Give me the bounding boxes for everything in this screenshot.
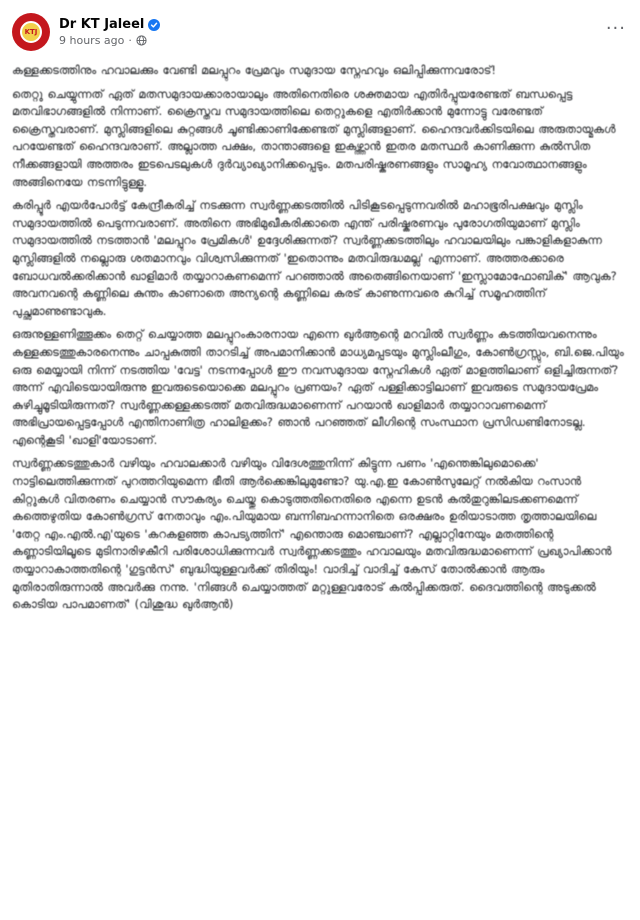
author-row: [59, 17, 160, 32]
post-paragraph: കള്ളക്കടത്തിനും ഹവാലക്കും വേണ്ടി മലപ്പുറം പ്രേമവും സമുദായ സ്നേഹവും ഒലിപ്പിക്കുന്നവരോട്!: [12, 63, 496, 77]
avatar-text: KTJ: [24, 28, 38, 36]
post-header: [12, 8, 628, 56]
checkmark-icon: [150, 21, 158, 29]
post-paragraph: ഒരുനുള്ളണിത്തൂക്കം തെറ്റ് ചെയ്യാത്ത മലപ്പുറംകാരനായ എന്നെ ഖുർആന്റെ മറവിൽ സ്വർണ്ണം കടത്തിയവനെന്നും കള്ളക്കടത്തുകാരനെന്നും ചാപ്പകുത്തി താറടിച്ച് അപമാനിക്കാൻ മാധ്യമപ്പടയും മുസ്ലിംലീഗും, കോൺഗ്രസ്സും, ബി.ജെ.പിയും ഒരു മെയ്യായി നിന്ന് നടത്തിയ 'വേട്ട' നടന്നപ്പോൾ ഈ നവസമുദായ സ്നേഹികൾ ഏത് മാളത്തിലാണ് ഒളിച്ചിരുന്നത്? അന്ന് എവിടെയായിരുന്നു ഇവരുടെയൊക്കെ മലപ്പുറം പ്രണയം? ഏത് പള്ളിക്കാട്ടിലാണ് ഇവരുടെ സമുദായപ്രേമം കുഴിച്ചുമൂടിയിരുന്നത്? സ്വർണ്ണക്കള്ളക്കടത്ത് മതവിരുദ്ധമാണെന്ന് പറയാൻ ഖാളിമാർ തയ്യാറാവണമെന്ന് അഭിപ്രായപ്പെട്ടപ്പോൾ എന്തിനാണിത്ര ഹാലിളക്കം? ഞാൻ പറഞ്ഞത് ലീഗിന്റെ സംസ്ഥാന പ്രസിഡണ്ടിനോടല്ല. എന്റെകൂടി 'ഖാളി'യോടാണ്.: [12, 327, 624, 447]
post-paragraph: കരിപ്പൂർ എയർപോർട്ട് കേന്ദ്രീകരിച്ച് നടക്കുന്ന സ്വർണ്ണക്കടത്തിൽ പിടികൂടപ്പെടുന്നവരിൽ മഹാഭൂരിപക്ഷവും മുസ്ലിം സമുദായത്തിൽ പെടുന്നവരാണ്. അതിനെ അഭിമുഖീകരിക്കാതെ എന്ത് പരിഷ്കരണവും പുരോഗതിയുമാണ് മുസ്ലിം സമുദായത്തിൽ നടത്താൻ 'മലപ്പുറം പ്രേമികൾ' ഉദ്ദേശിക്കുന്നത്? സ്വർണ്ണക്കടത്തിലും ഹവാലയിലും പങ്കാളികളാകുന്ന മുസ്ലിങ്ങളിൽ നല്ലൊരു ശതമാനവും വിശ്വസിക്കുന്നത് 'ഇതൊന്നും മതവിരുദ്ധമല്ല' എന്നാണ്. അത്തരക്കാരെ ബോധവൽക്കരിക്കാൻ ഖാളിമാർ തയ്യാറാകണമെന്ന് പറഞ്ഞാൽ അതെങ്ങിനെയാണ് 'ഇസ്ലാമോഫോബിക്' ആവുക? അവനവന്റെ കണ്ണിലെ കുന്തം കാണാതെ അന്യന്റെ കണ്ണിലെ കരട് കാണുന്നവരെ കുറിച്ച് സമൂഹത്തിന് പുച്ഛമാണുണ്ടാവുക.: [12, 198, 617, 318]
more-options-button[interactable]: ···: [605, 18, 626, 39]
separator-dot: ·: [128, 34, 132, 47]
post-paragraph: തെറ്റു ചെയ്യുന്നത് ഏത് മതസമുദായക്കാരായാലും അതിനെതിരെ ശക്തമായ എതിർപ്പുയരേണ്ടത് ബന്ധപ്പെട്ട മതവിഭാഗങ്ങളിൽ നിന്നാണ്. ക്രൈസ്തവ സമുദായത്തിലെ തെറ്റുകളെ എതിർക്കാൻ മുന്നോട്ടു വരേണ്ടത് ക്രൈസ്തവരാണ്. മുസ്ലിങ്ങളിലെ കുറ്റങ്ങൾ ചൂണ്ടിക്കാണിക്കേണ്ടത് മുസ്ലിങ്ങളാണ്. ഹൈന്ദവർക്കിടയിലെ അരുതായ്മകൾ പറയേണ്ടത് ഹൈന്ദവരാണ്. അല്ലാത്ത പക്ഷം, താന്താങ്ങളെ ഇകഴ്ത്താൻ ഇതര മതസ്ഥർ കാണിക്കുന്ന കുൽസിത നീക്കങ്ങളായി അത്തരം ഇടപെടലുകൾ ദുർവ്യാഖ്യാനിക്കപ്പെടും. മതപരിഷ്കരണങ്ങളും സാമൂഹ്യ നവോത്ഥാനങ്ങളും അങ്ങിനെയേ നടന്നിട്ടുള്ളൂ.: [12, 86, 616, 189]
post-paragraph: സ്വർണ്ണക്കടത്തുകാർ വഴിയും ഹവാലക്കാർ വഴിയും വിദേശത്തുനിന്ന് കിട്ടുന്ന പണം 'എന്തെങ്കിലുമൊക്കെ' നാട്ടിലെത്തിക്കുന്നത് പുറത്തറിയുമെന്ന ഭീതി ആർക്കെങ്കിലുമുണ്ടോ? യു.എ.ഇ കോൺസുലേറ്റ് നൽകിയ റംസാൻ കിറ്റുകൾ വിതരണം ചെയ്യാൻ സൗകര്യം ചെയ്തു കൊടുത്തതിനെതിരെ എന്നെ ഉടൻ കൽതുറുങ്കിലടക്കണമെന്ന് കത്തെഴുതിയ കോൺഗ്രസ് നേതാവും എം.പിയുമായ ബന്നിബഹന്നാനിതെ ഒരക്ഷരം ഉരിയാടാത്ത തൃത്താലയിലെ 'തേറ്റ എം.എൽ.എ'യുടെ 'കറകളഞ്ഞ കാപട്യത്തിന്' എന്തൊരു മൊഞ്ചാണ്? എല്ലാറ്റിനേയും മതത്തിന്റെ കണ്ണാടിയിലൂടെ മുടിനാരിഴകീറി പരിശോധിക്കുന്നവർ സ്വർണ്ണക്കടത്തും ഹവാലയും മതവിരുദ്ധമാണെന്ന് പ്രഖ്യാപിക്കാൻ തയ്യാറാകാത്തതിന്റെ 'ഗുട്ടൻസ്' ബുദ്ധിയുള്ളവർക്ക് തിരിയും! വാദിച്ച് വാദിച്ച് കേസ് തോൽക്കാൻ ആരും മുതിരാതിരുന്നാൽ അവർക്കു നന്നു. 'നിങ്ങൾ ചെയ്യാത്തത് മറ്റുള്ളവരോട് കൽപ്പിക്കരുത്. ദൈവത്തിന്റെ അടുക്കൽ കൊടിയ പാപമാണത്' (വിശുദ്ധ ഖുർആൻ): [12, 456, 612, 612]
avatar[interactable]: [12, 13, 50, 51]
post-timestamp[interactable]: 9 hours ago: [59, 34, 125, 47]
globe-icon: [136, 35, 147, 46]
verified-badge-icon: [148, 19, 160, 31]
timestamp-row: [59, 34, 160, 47]
post-meta: [59, 17, 160, 47]
author-name[interactable]: Dr KT Jaleel: [59, 17, 145, 32]
avatar-emblem-icon: [20, 21, 42, 43]
post-body: [12, 62, 628, 614]
